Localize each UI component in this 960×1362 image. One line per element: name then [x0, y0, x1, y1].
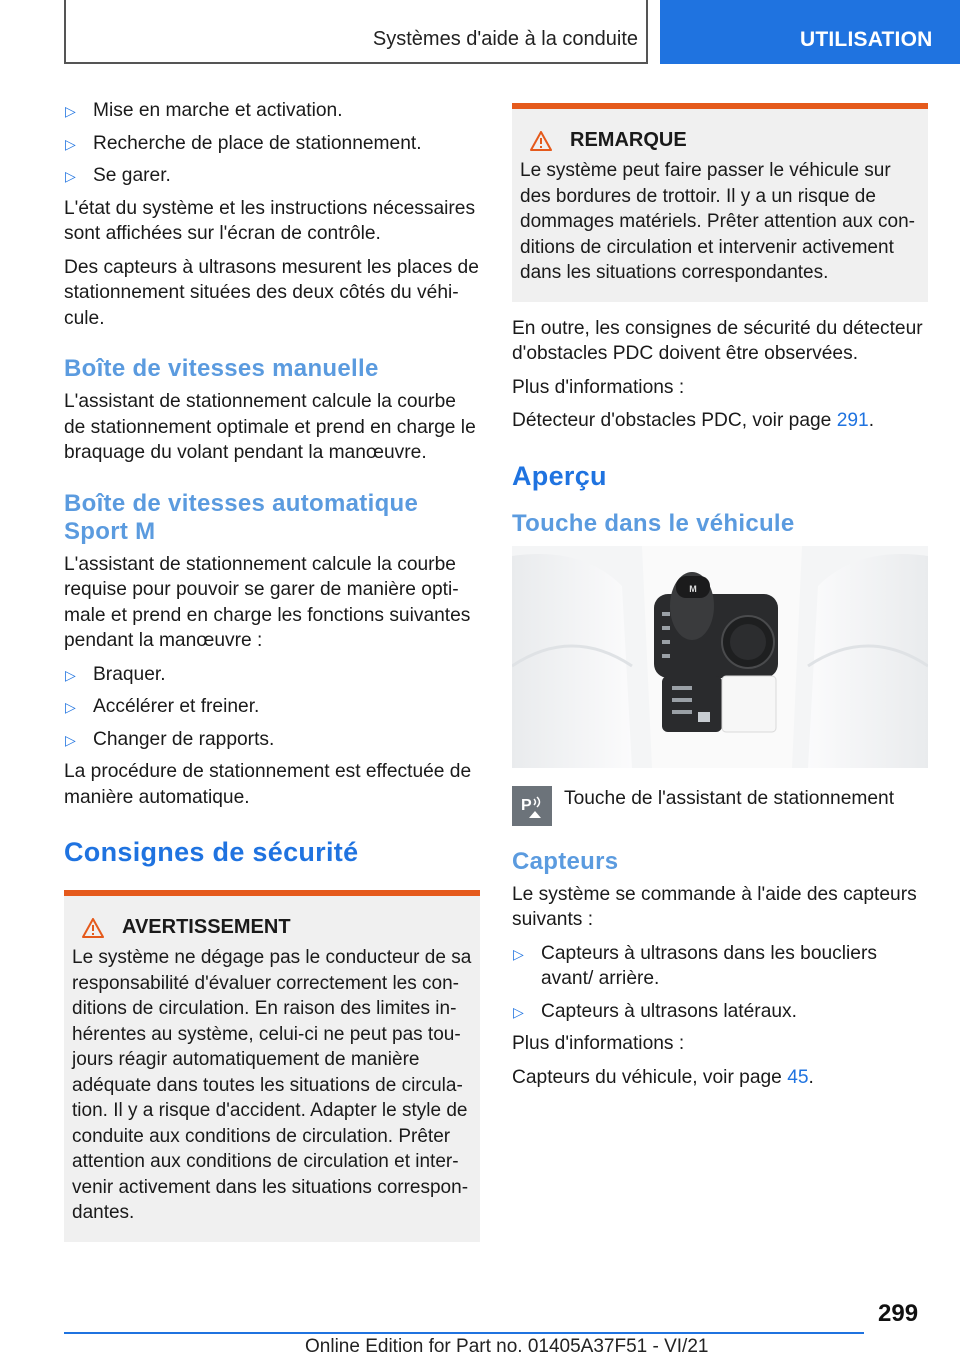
heading-auto-gearbox: Boîte de vitesses automatique Sport M [64, 489, 419, 545]
vehicle-console-figure [512, 546, 928, 768]
list-item: ▷ Changer de rapports. [64, 727, 480, 753]
reference-sensors: Capteurs du véhicule, voir page 45. [512, 1066, 814, 1088]
chapter-tab[interactable] [660, 0, 960, 64]
list-item: ▷ Se garer. [64, 163, 480, 189]
intro-bullet-list [64, 98, 480, 189]
chapter-tab-label: UTILISATION [800, 28, 933, 51]
paragraph-sensors-intro: Le système se commande à l'aide des capteurs suivants : [512, 883, 917, 930]
legend-text: Touche de l'assistant de stationnement [564, 787, 895, 809]
reference-pdc: Détecteur d'obstacles PDC, voir page 291. [512, 410, 875, 431]
footer-edition: Online Edition for Part no. 01405A37F51 - VI/21 [305, 1336, 709, 1357]
triangle-bullet-icon: ▷ [65, 135, 76, 152]
list-item: ▷ Capteurs à ultrasons latéraux. [512, 999, 928, 1025]
warning-triangle-icon [82, 918, 104, 938]
svg-text:P: P [521, 796, 532, 814]
heading-sensors: Capteurs [512, 847, 619, 875]
list-item: ▷ Braquer. [64, 662, 480, 688]
warning-title: AVERTISSEMENT [82, 916, 472, 939]
footer-divider [64, 1332, 864, 1334]
list-item: ▷ Capteurs à ultrasons dans les boucliers avant/ arrière. [513, 942, 877, 989]
heading-overview: Aperçu [512, 460, 607, 491]
header-section-title: Systèmes d'aide à la conduite [372, 28, 638, 50]
remark-title: REMARQUE [530, 129, 920, 152]
auto-bullet-list [64, 662, 480, 753]
triangle-bullet-icon: ▷ [65, 103, 76, 119]
triangle-bullet-icon: ▷ [513, 945, 524, 962]
heading-manual-gearbox: Boîte de vitesses manuelle [64, 355, 379, 382]
figure-legend [512, 786, 928, 826]
paragraph-status: L'état du système et les instructions nécessaires sont affichées sur l'écran de contrôle. [64, 197, 476, 244]
paragraph-auto-procedure: La procédure de stationnement est effectuée de manière automatique. [64, 761, 472, 808]
center-console-illustration [512, 546, 928, 768]
page-link-291[interactable]: 291 [836, 410, 869, 431]
triangle-bullet-icon: ▷ [65, 168, 76, 184]
paragraph-manual: L'assistant de stationnement calcule la courbe de stationnement optimale et prend en charge le braquage du volant pendant la manœuvre. [64, 391, 476, 463]
more-info-label: Plus d'informations : [512, 376, 685, 398]
paragraph-pdc: En outre, les consignes de sécurité du détecteur d'obstacles PDC doivent être observées. [512, 317, 923, 364]
list-item: ▷ Recherche de place de stationnement. [64, 131, 480, 157]
triangle-bullet-icon: ▷ [65, 699, 76, 715]
triangle-bullet-icon: ▷ [513, 1003, 524, 1020]
warning-triangle-icon [530, 131, 552, 151]
warning-text: Le système ne dégage pas le conducteur de sa responsabilité d'évaluer correctement les conditions de circulation. En raison des limites inhérentes au système, celui-ci ne peut pas toujours réagir automatiquement de manière adéquate dans toutes les situations de circulation. Il y a risque d'accident. Adapter le style de conduite aux conditions de circulation. Prêter attention aux conditions de circulation et intervenir activement dans les situations correspondantes. [72, 947, 472, 1223]
list-item: ▷ Mise en marche et activation. [64, 98, 480, 124]
list-item: ▷ Accélérer et freiner. [64, 694, 480, 720]
left-column [64, 98, 480, 1256]
parking-assistant-icon [512, 786, 552, 826]
m-logo-text: M [689, 583, 697, 594]
page-link-45[interactable]: 45 [787, 1066, 809, 1088]
heading-button-in-vehicle: Touche dans le véhicule [512, 509, 795, 537]
paragraph-sensors: Des capteurs à ultrasons mesurent les places de stationnement situées des deux côtés du véhicule. [64, 256, 479, 329]
heading-safety: Consignes de sécurité [64, 837, 359, 867]
right-column [512, 103, 928, 1098]
warning-box [64, 890, 480, 1242]
paragraph-auto: L'assistant de stationnement calcule la courbe requise pour pouvoir se garer de manière optimale et prend en charge les fonctions suivantes pendant la manœuvre : [64, 553, 471, 651]
page-number: 299 [878, 1300, 919, 1327]
more-info-label: Plus d'informations : [512, 1033, 685, 1054]
remark-box [512, 103, 928, 302]
triangle-bullet-icon: ▷ [65, 731, 76, 748]
triangle-bullet-icon: ▷ [65, 666, 76, 683]
sensors-bullet-list [512, 941, 928, 1025]
remark-text: Le système peut faire passer le véhicule sur des bordures de trottoir. Il y a un risque de dommages matériels. Prêter attention aux conditions de circulation et intervenir activement dans les situations correspondantes. [520, 160, 915, 283]
